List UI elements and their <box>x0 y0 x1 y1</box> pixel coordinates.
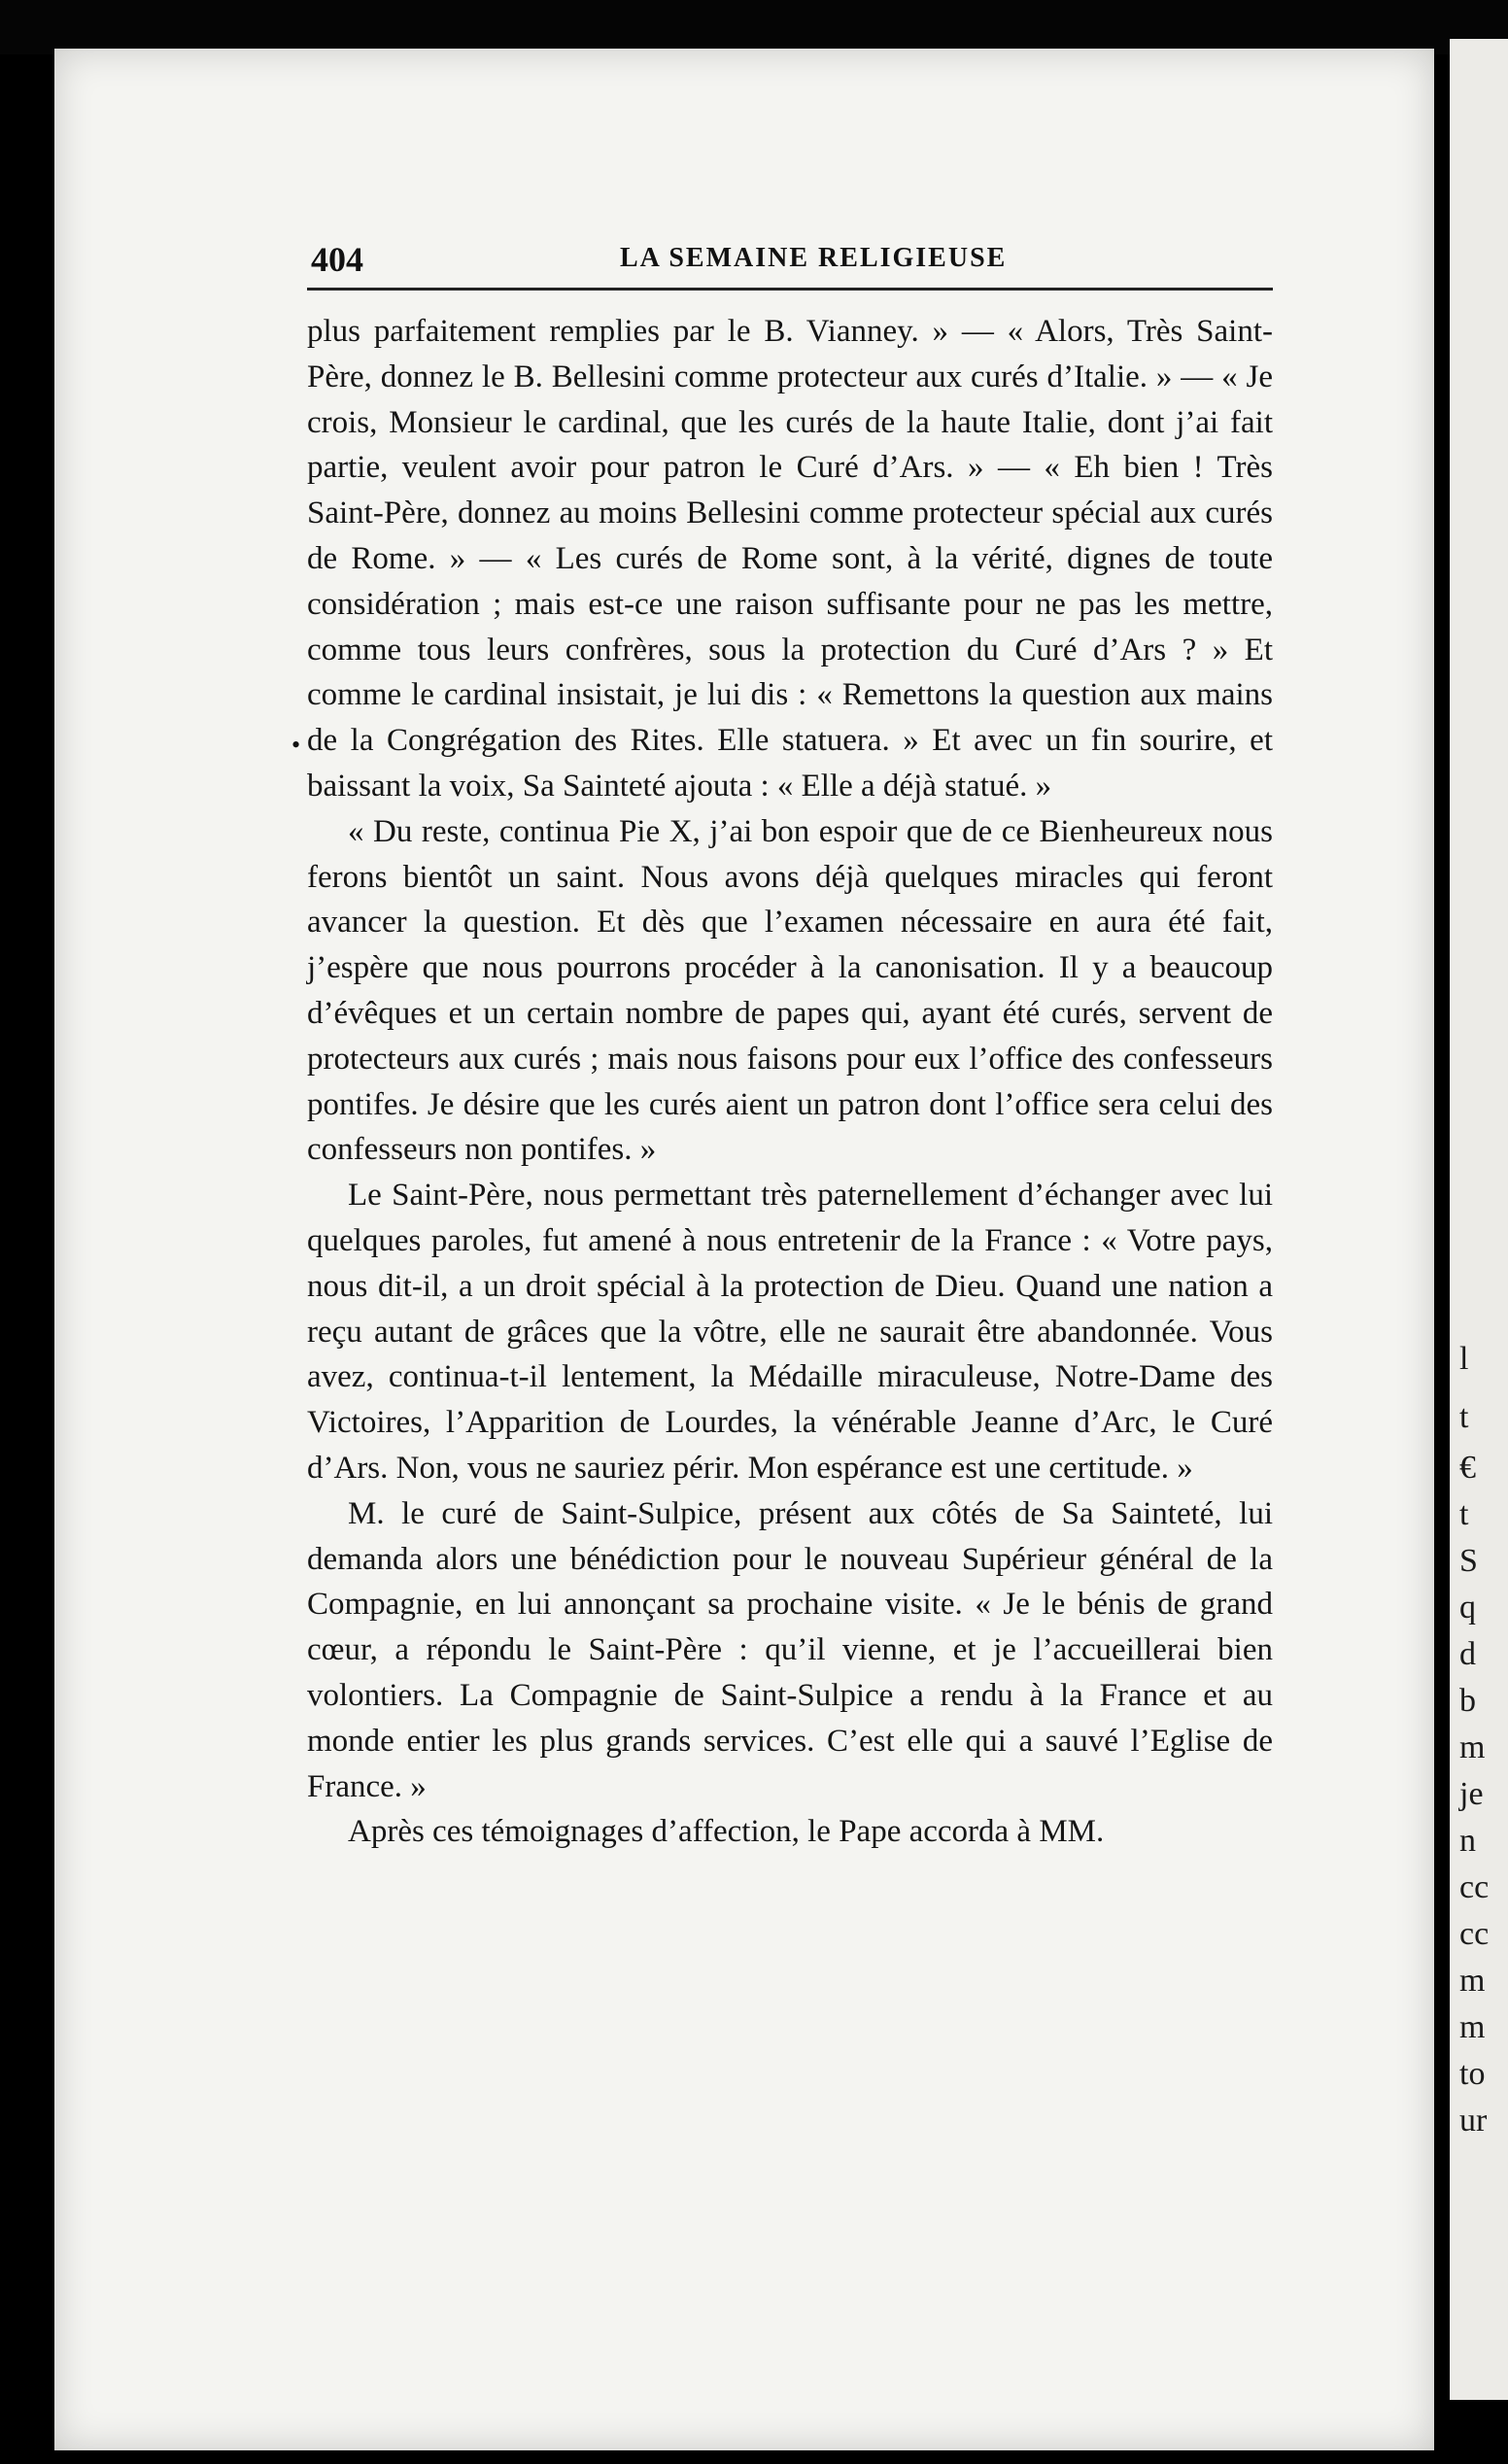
adjacent-fragment: m <box>1459 2009 1486 2045</box>
adjacent-fragment: to <box>1459 2056 1486 2092</box>
adjacent-fragment: l <box>1459 1341 1469 1377</box>
adjacent-page-edge <box>1450 39 1508 2400</box>
adjacent-fragment: n <box>1459 1823 1476 1859</box>
adjacent-fragment: cc <box>1459 1869 1490 1905</box>
margin-bullet: • <box>291 731 301 759</box>
running-head-title: LA SEMAINE RELIGIEUSE <box>620 243 1008 273</box>
page-number: 404 <box>311 240 363 279</box>
adjacent-fragment: € <box>1459 1450 1476 1486</box>
adjacent-fragment: t <box>1459 1399 1469 1435</box>
adjacent-fragment: ur <box>1459 2103 1488 2139</box>
paragraph: plus parfaitement remplies par le B. Vianney. » — « Alors, Très Saint-Père, donnez le B. Bellesini comme protecteur aux curés d’Italie. » — « Je crois, Monsieur le cardinal, que les curés de la haute Italie, dont j’ai fait partie, veulent avoir pour patron le Curé d’Ars. » — « Eh bien ! Très Saint-Père, donnez au moins Bellesini comme protecteur spécial aux curés de Rome. » — « Les curés de Rome sont, à la vérité, dignes de toute considération ; mais est-ce une raison suffisante pour ne pas les mettre, comme tous leurs confrères, sous la protection du Curé d’Ars ? » Et comme le cardinal insistait, je lui dis : « Remettons la question aux mains de la Congrégation des Rites. Elle statuera. » Et avec un fin sourire, et baissant la voix, Sa Sainteté ajouta : « Elle a déjà statué. » <box>307 314 1273 804</box>
adjacent-fragment: S <box>1459 1543 1478 1579</box>
paragraph: Après ces témoignages d’affection, le Pape accorda à MM. <box>348 1814 1105 1850</box>
paragraph: Le Saint-Père, nous permettant très paternellement d’échanger avec lui quelques paroles, fut amené à nous entretenir de la France : « Votre pays, nous dit-il, a un droit spécial à la protection de Dieu. Quand une nation a reçu autant de grâces que la vôtre, elle ne saurait être abandonnée. Vous avez, continua-t-il lentement, la Médaille miraculeuse, Notre-Dame des Victoires, l’Apparition de Lourdes, la vénérable Jeanne d’Arc, le Curé d’Ars. Non, vous ne sauriez périr. Mon espérance est une certitude. » <box>307 1178 1273 1486</box>
adjacent-fragment: b <box>1459 1683 1476 1719</box>
running-head <box>311 239 1283 288</box>
adjacent-fragment: m <box>1459 1963 1486 1999</box>
paragraph: M. le curé de Saint-Sulpice, présent aux côtés de Sa Sainteté, lui demanda alors une bénédiction pour le nouveau Supérieur général de la Compagnie, en lui annonçant sa prochaine visite. « Je le bénis de grand cœur, a répondu le Saint-Père : qu’il vienne, et je l’accueillerai bien volontiers. La Compagnie de Saint-Sulpice a rendu à la France et au monde entier les plus grands services. C’est elle qui a sauvé l’Eglise de France. » <box>307 1495 1273 1804</box>
adjacent-fragment: d <box>1459 1636 1476 1672</box>
adjacent-fragment: t <box>1459 1496 1469 1532</box>
body-text <box>307 309 1273 1855</box>
adjacent-fragment: cc <box>1459 1916 1490 1952</box>
header-rule <box>307 288 1273 291</box>
adjacent-fragment: m <box>1459 1729 1486 1765</box>
adjacent-fragment: je <box>1459 1776 1484 1812</box>
adjacent-fragment: q <box>1459 1590 1476 1626</box>
scan-border-top <box>0 0 1508 54</box>
paragraph: « Du reste, continua Pie X, j’ai bon espoir que de ce Bienheureux nous ferons bientôt un saint. Nous avons déjà quelques miracles qui feront avancer la question. Et dès que l’examen nécessaire en aura été fait, j’espère que nous pourrons procéder à la canonisation. Il y a beaucoup d’évêques et un certain nombre de papes qui, ayant été curés, servent de protecteurs aux curés ; mais nous faisons pour eux l’office des confesseurs pontifes. Je désire que les curés aient un patron dont l’office sera celui des confesseurs non pontifes. » <box>307 813 1273 1168</box>
